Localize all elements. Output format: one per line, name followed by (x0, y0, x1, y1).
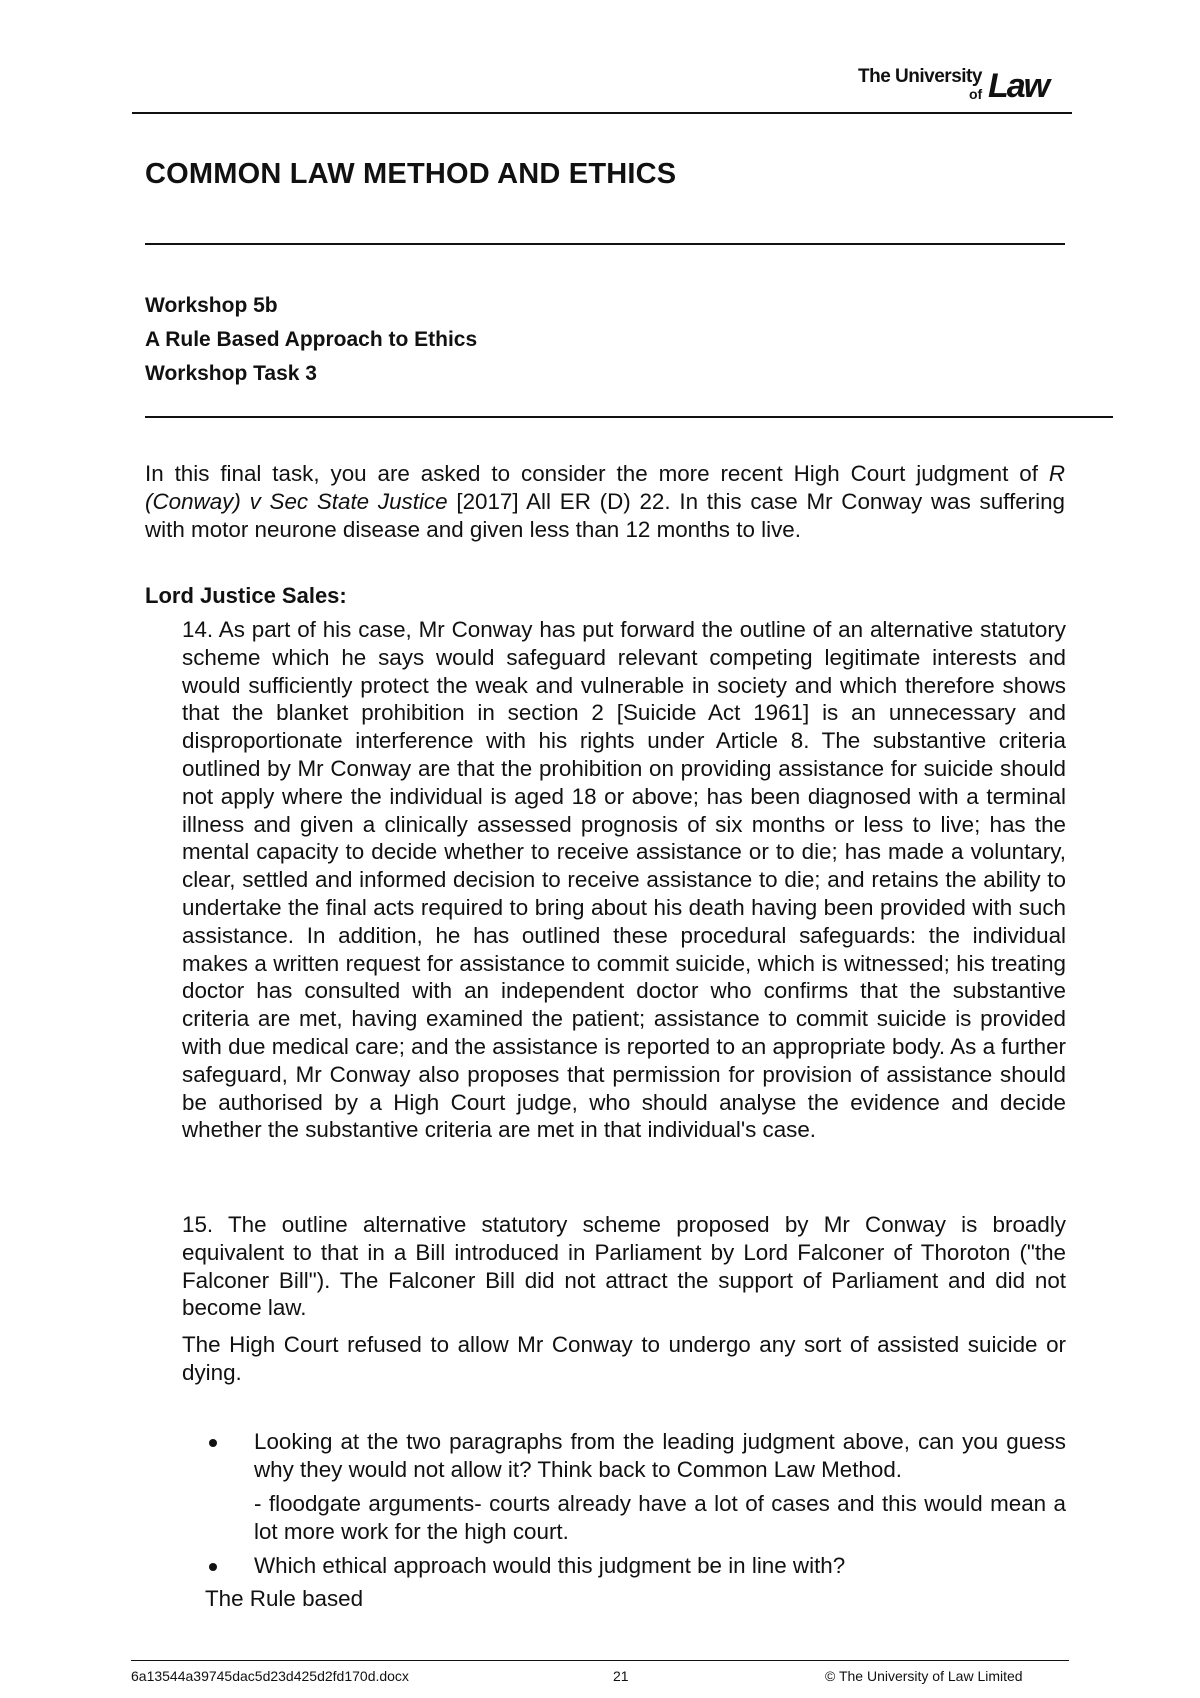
heading-rule (145, 416, 1113, 418)
title-rule (145, 243, 1065, 245)
document-title: COMMON LAW METHOD AND ETHICS (145, 158, 677, 190)
heading-task: Workshop Task 3 (145, 362, 317, 385)
university-logo (858, 62, 1068, 110)
intro-text-end: [2017] All ER (D) 22. In this case Mr Conway was suffering with motor neurone disease and given less than 12 months to live. (145, 488, 1066, 542)
judge-heading: Lord Justice Sales: (145, 583, 347, 608)
intro-text-start: In this final task, you are asked to consider the more recent High Court judgment of (145, 461, 1049, 486)
logo-line-3: Law (988, 67, 1049, 105)
question-1-text: Looking at the two paragraphs from the leading judgment above, can you guess why they would not allow it? Think back to Common Law Method. (254, 1429, 1066, 1482)
judgment-paragraph-15: 15. The outline alternative statutory scheme proposed by Mr Conway is broadly equivalent to that in a Bill introduced in Parliament by Lord Falconer of Thoroton ("the Falconer Bill"). The Falconer Bill did not attract the support of Parliament and did not become law. (182, 1212, 1066, 1321)
logo-line-2: of (969, 86, 983, 102)
logo-line-1: The University (858, 66, 982, 87)
case-name: R (Conway) v Sec State Justice (145, 461, 1065, 514)
question-2-text: Which ethical approach would this judgment be in line with? (254, 1553, 846, 1578)
intro-paragraph (145, 460, 1065, 543)
footer-rule (131, 1660, 1069, 1661)
judgment-paragraph-14: 14. As part of his case, Mr Conway has put forward the outline of an alternative statutory scheme which he says would safeguard relevant competing legitimate interests and would sufficiently protect the weak and vulnerable in society and which therefore shows that the blanket prohibition in section 2 [Suicide Act 1961] is an unnecessary and disproportionate interference with his rights under Article 8. The substantive criteria outlined by Mr Conway are that the prohibition on providing assistance for suicide should not apply where the individual is aged 18 or above; has been diagnosed with a terminal illness and given a clinically assessed prognosis of six months or less to live; has the mental capacity to decide whether to receive assistance or to die; has made a voluntary, clear, settled and informed decision to receive assistance to die; and retains the ability to undertake the final acts required to bring about his death having been provided with such assistance. In addition, he has outlined these procedural safeguards: the individual makes a written request for assistance to commit suicide, which is witnessed; his treating doctor has consulted with an independent doctor who confirms that the substantive criteria are met, having examined the patient; assistance to commit suicide is provided with due medical care; and the assistance is reported to an appropriate body. As a further safeguard, Mr Conway also proposes that permission for provision of assistance should be authorised by a High Court judge, who should analyse the evidence and decide whether the substantive criteria are met in that individual's case. (182, 617, 1066, 1143)
answer-1-text: - floodgate arguments- courts already have a lot of cases and this would mean a lot more work for the high court. (254, 1491, 1066, 1544)
footer-filename: 6a13544a39745dac5d23d425d2fd170d.docx (131, 1668, 409, 1684)
answer-2-text: The Rule based (205, 1586, 364, 1611)
bullet-icon (209, 1563, 217, 1571)
heading-topic: A Rule Based Approach to Ethics (145, 328, 478, 351)
footer-copyright: © The University of Law Limited (825, 1668, 1023, 1684)
bullet-icon (209, 1439, 217, 1447)
footer-page-number: 21 (613, 1668, 629, 1684)
header-rule (132, 112, 1072, 114)
outcome-paragraph: The High Court refused to allow Mr Conway to undergo any sort of assisted suicide or dying. (182, 1332, 1066, 1385)
heading-workshop: Workshop 5b (145, 294, 278, 317)
